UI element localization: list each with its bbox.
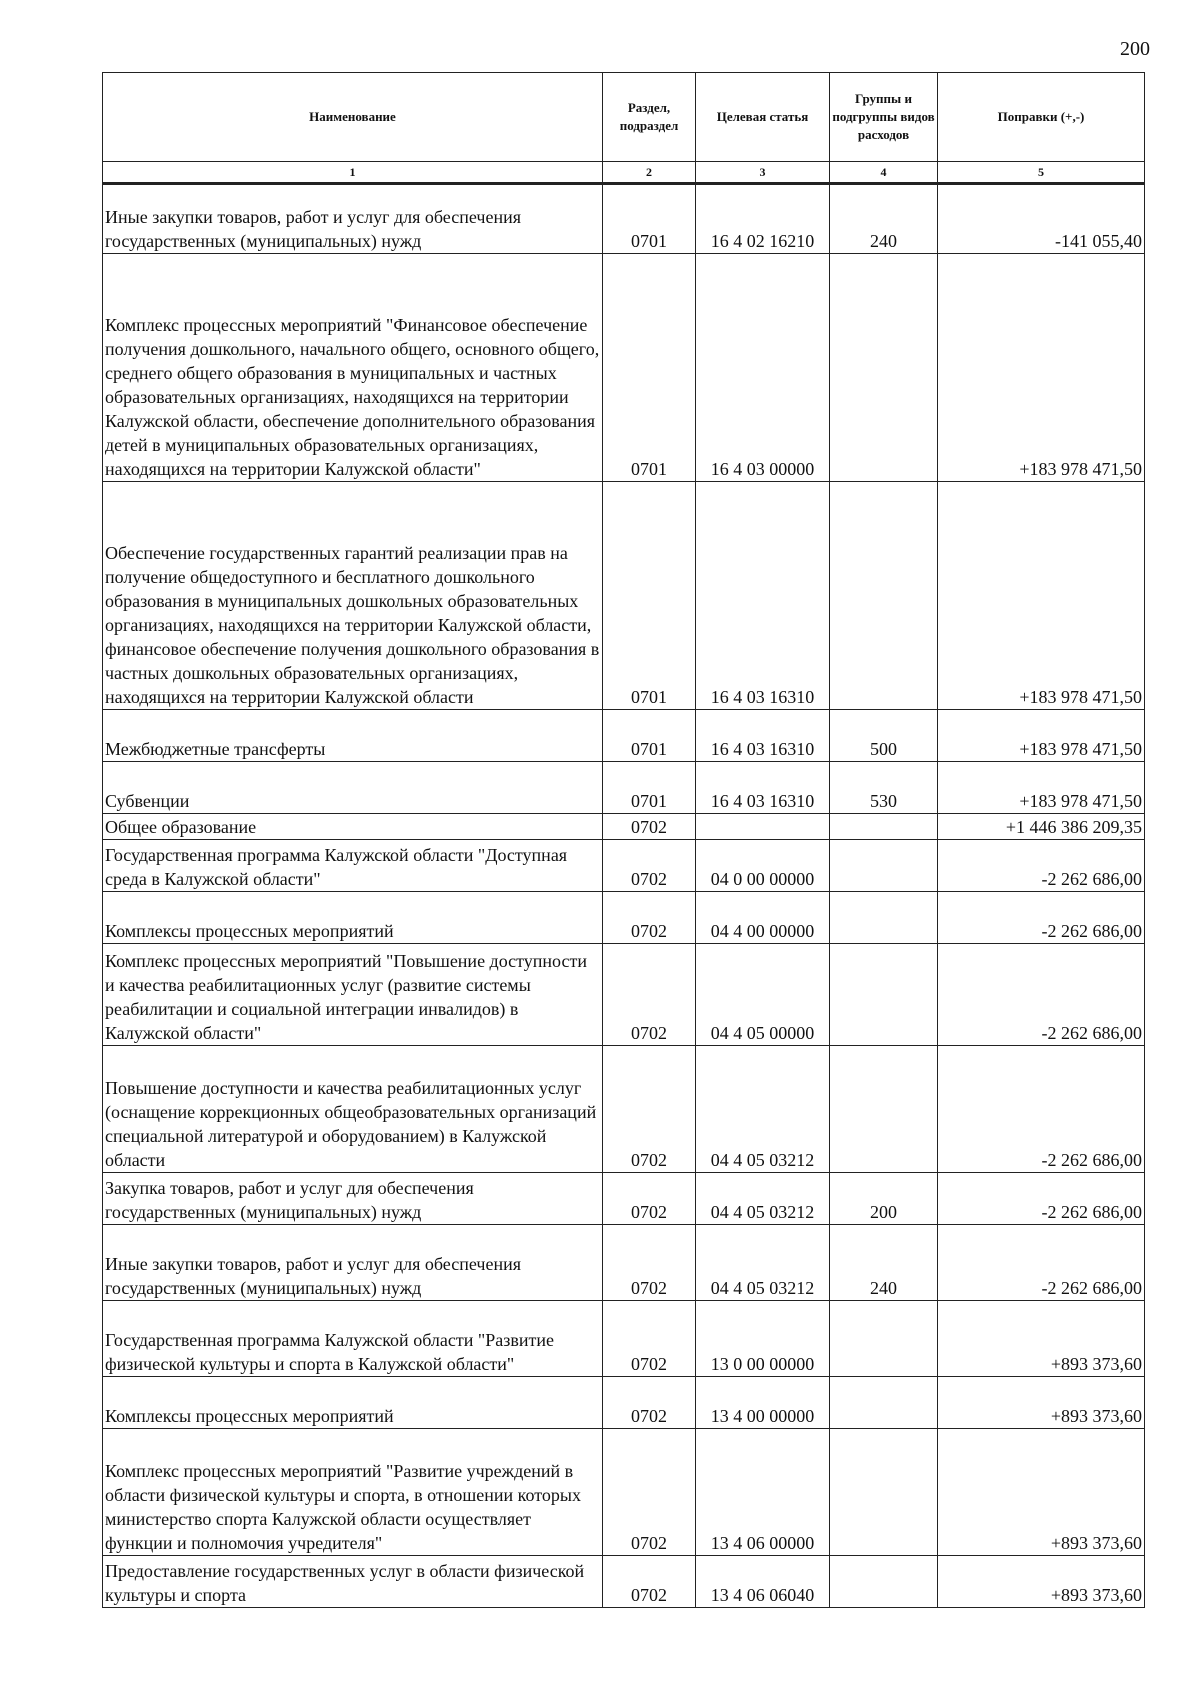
row-group: 240 — [830, 184, 938, 254]
row-group — [830, 1301, 938, 1377]
row-target: 16 4 03 16310 — [696, 762, 830, 814]
column-header-name: Наименование — [103, 73, 603, 162]
row-name: Предоставление государственных услуг в области физической культуры и спорта — [103, 1556, 603, 1608]
row-amount: -2 262 686,00 — [938, 1173, 1145, 1225]
row-amount: -2 262 686,00 — [938, 1046, 1145, 1173]
row-section: 0702 — [603, 1046, 696, 1173]
row-group — [830, 1377, 938, 1429]
row-section: 0701 — [603, 184, 696, 254]
row-name: Межбюджетные трансферты — [103, 710, 603, 762]
table-row — [103, 762, 1145, 814]
row-name: Комплекс процессных мероприятий "Финансовое обеспечение получения дошкольного, начального общего, основного общего, среднего общего образования в муниципальных и частных образовательных организациях, находящихся на территории Калужской области, обеспечение дополнительного образования детей в муниципальных образовательных организациях, находящихся на территории Калужской области" — [103, 254, 603, 482]
table-row — [103, 1301, 1145, 1377]
row-target: 04 4 05 03212 — [696, 1046, 830, 1173]
row-amount: +183 978 471,50 — [938, 254, 1145, 482]
row-group: 240 — [830, 1225, 938, 1301]
row-name: Комплексы процессных мероприятий — [103, 1377, 603, 1429]
row-name: Субвенции — [103, 762, 603, 814]
row-name: Общее образование — [103, 814, 603, 840]
row-group — [830, 482, 938, 710]
column-number: 3 — [696, 162, 830, 184]
row-section: 0701 — [603, 482, 696, 710]
row-group — [830, 840, 938, 892]
table-row — [103, 254, 1145, 482]
row-target: 16 4 03 16310 — [696, 482, 830, 710]
column-number: 2 — [603, 162, 696, 184]
row-target: 04 4 05 03212 — [696, 1173, 830, 1225]
row-name: Государственная программа Калужской области "Доступная среда в Калужской области" — [103, 840, 603, 892]
table-row — [103, 1429, 1145, 1556]
table-row — [103, 1556, 1145, 1608]
column-number: 4 — [830, 162, 938, 184]
row-amount: -141 055,40 — [938, 184, 1145, 254]
row-group — [830, 1429, 938, 1556]
row-target: 04 0 00 00000 — [696, 840, 830, 892]
row-name: Комплекс процессных мероприятий "Развитие учреждений в области физической культуры и спорта, в отношении которых министерство спорта Калужской области осуществляет функции и полномочия учредителя" — [103, 1429, 603, 1556]
row-group — [830, 1046, 938, 1173]
row-name: Государственная программа Калужской области "Развитие физической культуры и спорта в Калужской области" — [103, 1301, 603, 1377]
row-section: 0702 — [603, 814, 696, 840]
row-target: 13 4 00 00000 — [696, 1377, 830, 1429]
row-section: 0702 — [603, 944, 696, 1046]
row-amount: +183 978 471,50 — [938, 710, 1145, 762]
row-target: 16 4 03 00000 — [696, 254, 830, 482]
table-header-row — [103, 73, 1145, 162]
table-row — [103, 840, 1145, 892]
row-section: 0702 — [603, 1173, 696, 1225]
row-section: 0702 — [603, 840, 696, 892]
row-name: Комплекс процессных мероприятий "Повышение доступности и качества реабилитационных услуг (развитие системы реабилитации и социальной интеграции инвалидов) в Калужской области" — [103, 944, 603, 1046]
row-name: Закупка товаров, работ и услуг для обеспечения государственных (муниципальных) нужд — [103, 1173, 603, 1225]
table-row — [103, 184, 1145, 254]
row-section: 0702 — [603, 1377, 696, 1429]
row-group: 200 — [830, 1173, 938, 1225]
row-amount: -2 262 686,00 — [938, 944, 1145, 1046]
row-section: 0702 — [603, 1556, 696, 1608]
row-target: 13 0 00 00000 — [696, 1301, 830, 1377]
row-target: 13 4 06 06040 — [696, 1556, 830, 1608]
row-target: 04 4 05 03212 — [696, 1225, 830, 1301]
row-target: 13 4 06 00000 — [696, 1429, 830, 1556]
row-amount: -2 262 686,00 — [938, 1225, 1145, 1301]
row-group — [830, 944, 938, 1046]
table-row — [103, 710, 1145, 762]
row-amount: +893 373,60 — [938, 1377, 1145, 1429]
budget-amendments-table — [102, 72, 1145, 1608]
table-row — [103, 1173, 1145, 1225]
row-name: Иные закупки товаров, работ и услуг для обеспечения государственных (муниципальных) нужд — [103, 184, 603, 254]
table-row — [103, 944, 1145, 1046]
column-number: 1 — [103, 162, 603, 184]
table-row — [103, 1225, 1145, 1301]
row-group — [830, 254, 938, 482]
row-amount: +1 446 386 209,35 — [938, 814, 1145, 840]
column-header-section: Раздел, подраздел — [603, 73, 696, 162]
column-header-target: Целевая статья — [696, 73, 830, 162]
table-row — [103, 1046, 1145, 1173]
column-header-amount: Поправки (+,-) — [938, 73, 1145, 162]
row-section: 0701 — [603, 710, 696, 762]
row-group — [830, 892, 938, 944]
row-amount: +183 978 471,50 — [938, 482, 1145, 710]
row-amount: +183 978 471,50 — [938, 762, 1145, 814]
column-header-group: Группы и подгруппы видов расходов — [830, 73, 938, 162]
column-numbers-row — [103, 162, 1145, 184]
row-group — [830, 1556, 938, 1608]
row-group: 530 — [830, 762, 938, 814]
row-name: Повышение доступности и качества реабилитационных услуг (оснащение коррекционных общеобразовательных организаций специальной литературой и оборудованием) в Калужской области — [103, 1046, 603, 1173]
row-group — [830, 814, 938, 840]
row-section: 0702 — [603, 1225, 696, 1301]
table-row — [103, 892, 1145, 944]
row-amount: -2 262 686,00 — [938, 840, 1145, 892]
table-row — [103, 482, 1145, 710]
row-section: 0701 — [603, 762, 696, 814]
row-section: 0702 — [603, 1301, 696, 1377]
row-amount: +893 373,60 — [938, 1556, 1145, 1608]
column-number: 5 — [938, 162, 1145, 184]
table-row — [103, 1377, 1145, 1429]
row-target: 16 4 03 16310 — [696, 710, 830, 762]
row-name: Обеспечение государственных гарантий реализации прав на получение общедоступного и бесплатного дошкольного образования в муниципальных дошкольных образовательных организациях, находящихся на территории Калужской области, финансовое обеспечение получения дошкольного образования в частных дошкольных образовательных организациях, находящихся на территории Калужской области — [103, 482, 603, 710]
row-amount: +893 373,60 — [938, 1429, 1145, 1556]
row-section: 0702 — [603, 1429, 696, 1556]
row-target: 04 4 05 00000 — [696, 944, 830, 1046]
table-row — [103, 814, 1145, 840]
row-section: 0702 — [603, 892, 696, 944]
row-name: Комплексы процессных мероприятий — [103, 892, 603, 944]
row-target — [696, 814, 830, 840]
row-section: 0701 — [603, 254, 696, 482]
row-amount: +893 373,60 — [938, 1301, 1145, 1377]
row-group: 500 — [830, 710, 938, 762]
row-name: Иные закупки товаров, работ и услуг для обеспечения государственных (муниципальных) нужд — [103, 1225, 603, 1301]
row-target: 04 4 00 00000 — [696, 892, 830, 944]
row-amount: -2 262 686,00 — [938, 892, 1145, 944]
page-number: 200 — [1120, 38, 1150, 60]
row-target: 16 4 02 16210 — [696, 184, 830, 254]
